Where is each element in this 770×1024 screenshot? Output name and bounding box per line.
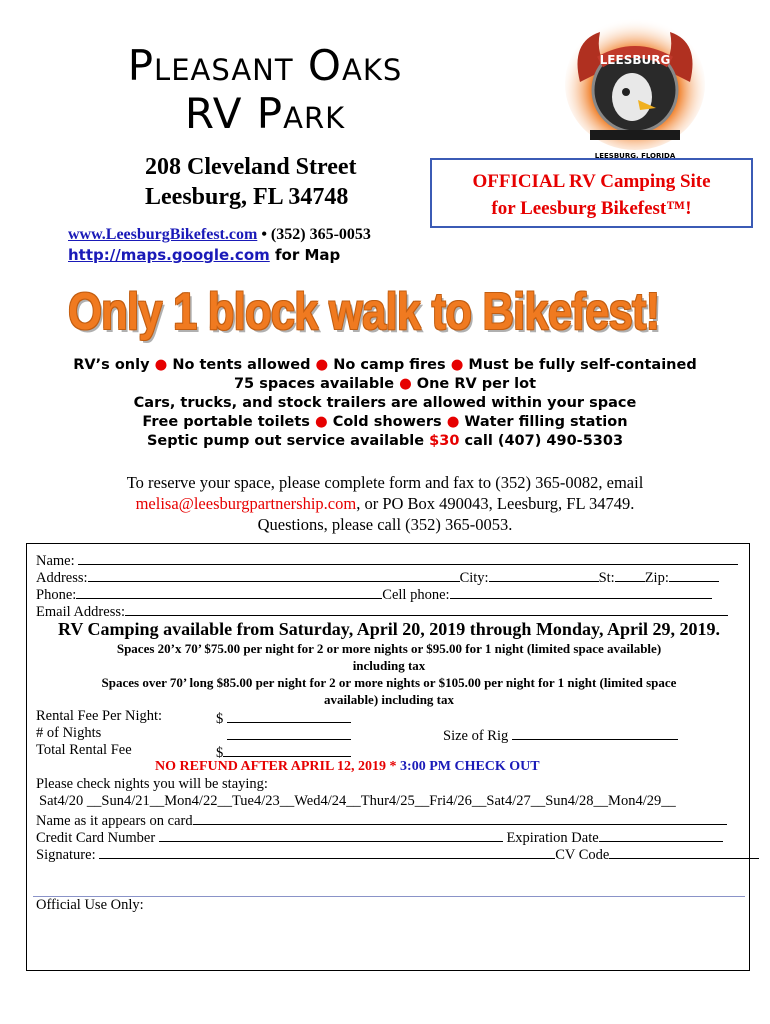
pricing-large bbox=[27, 674, 751, 708]
rules-line1 bbox=[40, 356, 730, 375]
reserve-line3: Questions, please call (352) 365-0053. bbox=[257, 515, 513, 534]
nights-row bbox=[36, 725, 101, 742]
rig-label: Size of Rig bbox=[443, 728, 509, 744]
total-row bbox=[36, 742, 132, 759]
email-row bbox=[36, 601, 728, 621]
park-address bbox=[145, 152, 357, 212]
cv-code-label: CV Code bbox=[555, 847, 610, 863]
rule-text: Free portable toilets bbox=[142, 414, 315, 430]
refund-policy bbox=[155, 759, 540, 775]
rule-text: 75 spaces available bbox=[233, 376, 400, 392]
camping-dates: RV Camping available from Saturday, April 20, 2019 through Monday, April 29, 2019. bbox=[58, 619, 720, 639]
cell-label: Cell phone: bbox=[382, 587, 450, 603]
official-line2: for Leesburg Bikefest™! bbox=[491, 198, 692, 219]
rule-text: Septic pump out service available bbox=[146, 433, 430, 449]
website-phone-line bbox=[68, 226, 371, 244]
rules-line5 bbox=[40, 432, 730, 451]
pricing-standard bbox=[27, 640, 751, 674]
rule-text: call (407) 490-5303 bbox=[459, 433, 624, 449]
nights-label: # of Nights bbox=[36, 725, 102, 741]
reserve-email[interactable]: melisa@leesburgpartnership.com bbox=[135, 494, 357, 513]
nights-field[interactable] bbox=[227, 725, 351, 740]
park-title-line2: RV Park bbox=[184, 89, 346, 139]
card-name-label: Name as it appears on card bbox=[36, 813, 193, 829]
logo-text-bottom: LEESBURG, FLORIDA bbox=[594, 152, 676, 160]
address-label: Address: bbox=[36, 570, 88, 586]
name-label: Name: bbox=[36, 553, 75, 569]
card-number-label: Credit Card Number bbox=[36, 830, 156, 846]
reserve-line2 bbox=[40, 493, 730, 514]
zip-label: Zip: bbox=[644, 570, 669, 586]
rule-text: Must be fully self-contained bbox=[463, 357, 697, 373]
city-label: City: bbox=[459, 570, 489, 586]
rig-row bbox=[443, 725, 678, 745]
name-field[interactable] bbox=[78, 550, 738, 565]
phone-label: Phone: bbox=[36, 587, 77, 603]
rule-text: One RV per lot bbox=[411, 376, 537, 392]
dollar-sign: $ bbox=[216, 745, 224, 761]
address-field[interactable] bbox=[88, 567, 460, 582]
reserve-instructions bbox=[40, 472, 730, 535]
pricing-standard-line1: Spaces 20’x 70’ $75.00 per night for 2 or more nights or $95.00 for 1 night (limited space available) bbox=[116, 641, 662, 656]
signature-label: Signature: bbox=[36, 847, 96, 863]
rental-fee-label: Rental Fee Per Night: bbox=[36, 708, 163, 724]
rules-line3: Cars, trucks, and stock trailers are allowed within your space bbox=[133, 395, 637, 411]
expiration-label: Expiration Date bbox=[506, 830, 599, 846]
city-field[interactable] bbox=[489, 567, 599, 582]
signature-field[interactable] bbox=[99, 844, 555, 859]
official-line1: OFFICIAL RV Camping Site bbox=[472, 171, 711, 192]
park-title bbox=[60, 42, 470, 139]
check-nights-label: Please check nights you will be staying: bbox=[36, 776, 268, 792]
cv-code-field[interactable] bbox=[609, 844, 759, 859]
bullet-icon: ● bbox=[450, 357, 464, 373]
official-site-box bbox=[430, 158, 753, 228]
official-use-label: Official Use Only: bbox=[36, 897, 144, 913]
signature-row bbox=[36, 844, 759, 864]
state-label: St: bbox=[598, 570, 615, 586]
city-state-zip: Leesburg, FL 34748 bbox=[145, 184, 349, 210]
park-title-line1: Pleasant Oaks bbox=[127, 41, 403, 90]
total-label: Total Rental Fee bbox=[36, 742, 132, 758]
eagle-logo-icon bbox=[560, 12, 710, 162]
rules-block bbox=[40, 356, 730, 451]
rule-text: No camp fires bbox=[328, 357, 451, 373]
rule-text: RV’s only bbox=[73, 357, 155, 373]
cell-field[interactable] bbox=[450, 584, 712, 599]
total-field[interactable] bbox=[223, 742, 351, 757]
rule-text: Water filling station bbox=[459, 414, 628, 430]
bullet-icon: ● bbox=[315, 414, 328, 430]
rig-field[interactable] bbox=[512, 725, 678, 740]
reserve-po-box: , or PO Box 490043, Leesburg, FL 34749. bbox=[356, 494, 635, 513]
rule-text: Cold showers bbox=[327, 414, 447, 430]
rental-fee-field[interactable] bbox=[227, 708, 351, 723]
card-name-field[interactable] bbox=[193, 810, 727, 825]
rental-fee-row bbox=[36, 708, 162, 725]
website-link[interactable]: www.LeesburgBikefest.com bbox=[68, 226, 258, 243]
headline-banner: Only 1 block walk to Bikefest! bbox=[68, 283, 660, 341]
rules-line4 bbox=[40, 413, 730, 432]
checkout-text: 3:00 PM CHECK OUT bbox=[400, 759, 540, 774]
no-refund-text: NO REFUND AFTER APRIL 12, 2019 bbox=[155, 759, 387, 774]
logo-text-top: LEESBURG bbox=[599, 53, 671, 67]
pricing-standard-line2: including tax bbox=[352, 658, 426, 673]
maps-suffix: for Map bbox=[269, 246, 341, 264]
street-address: 208 Cleveland Street bbox=[145, 154, 357, 180]
pricing-large-line2: available) including tax bbox=[323, 692, 455, 707]
phone-field[interactable] bbox=[76, 584, 382, 599]
leesburg-bikefest-logo bbox=[560, 12, 710, 162]
dollar-sign: $ bbox=[216, 711, 224, 727]
reservation-form bbox=[26, 543, 750, 971]
state-field[interactable] bbox=[615, 567, 645, 582]
nights-checklist[interactable]: Sat4/20 __Sun4/21__Mon4/22__Tue4/23__Wed4/24__Thur4/25__Fri4/26__Sat4/27__Sun4/28__Mon4/29__ bbox=[39, 793, 676, 809]
septic-price: $30 bbox=[429, 433, 460, 449]
maps-link[interactable]: http://maps.google.com bbox=[68, 246, 270, 264]
email-field[interactable] bbox=[125, 601, 728, 616]
bullet-icon: ● bbox=[399, 376, 412, 392]
pricing-large-line1: Spaces over 70’ long $85.00 per night for 2 or more nights or $105.00 per night for 1 night (limited space bbox=[101, 675, 677, 690]
asterisk: * bbox=[386, 759, 401, 774]
expiration-field[interactable] bbox=[599, 827, 723, 842]
maps-line bbox=[68, 246, 340, 264]
bullet-icon: ● bbox=[446, 414, 460, 430]
phone-text: • (352) 365-0053 bbox=[257, 226, 371, 243]
bullet-icon: ● bbox=[154, 357, 168, 373]
rules-line2 bbox=[40, 375, 730, 394]
zip-field[interactable] bbox=[669, 567, 719, 582]
email-label: Email Address: bbox=[36, 604, 126, 620]
bullet-icon: ● bbox=[315, 357, 329, 373]
rule-text: No tents allowed bbox=[167, 357, 316, 373]
card-number-field[interactable] bbox=[159, 827, 503, 842]
reserve-line1: To reserve your space, please complete form and fax to (352) 365-0082, email bbox=[126, 473, 644, 492]
